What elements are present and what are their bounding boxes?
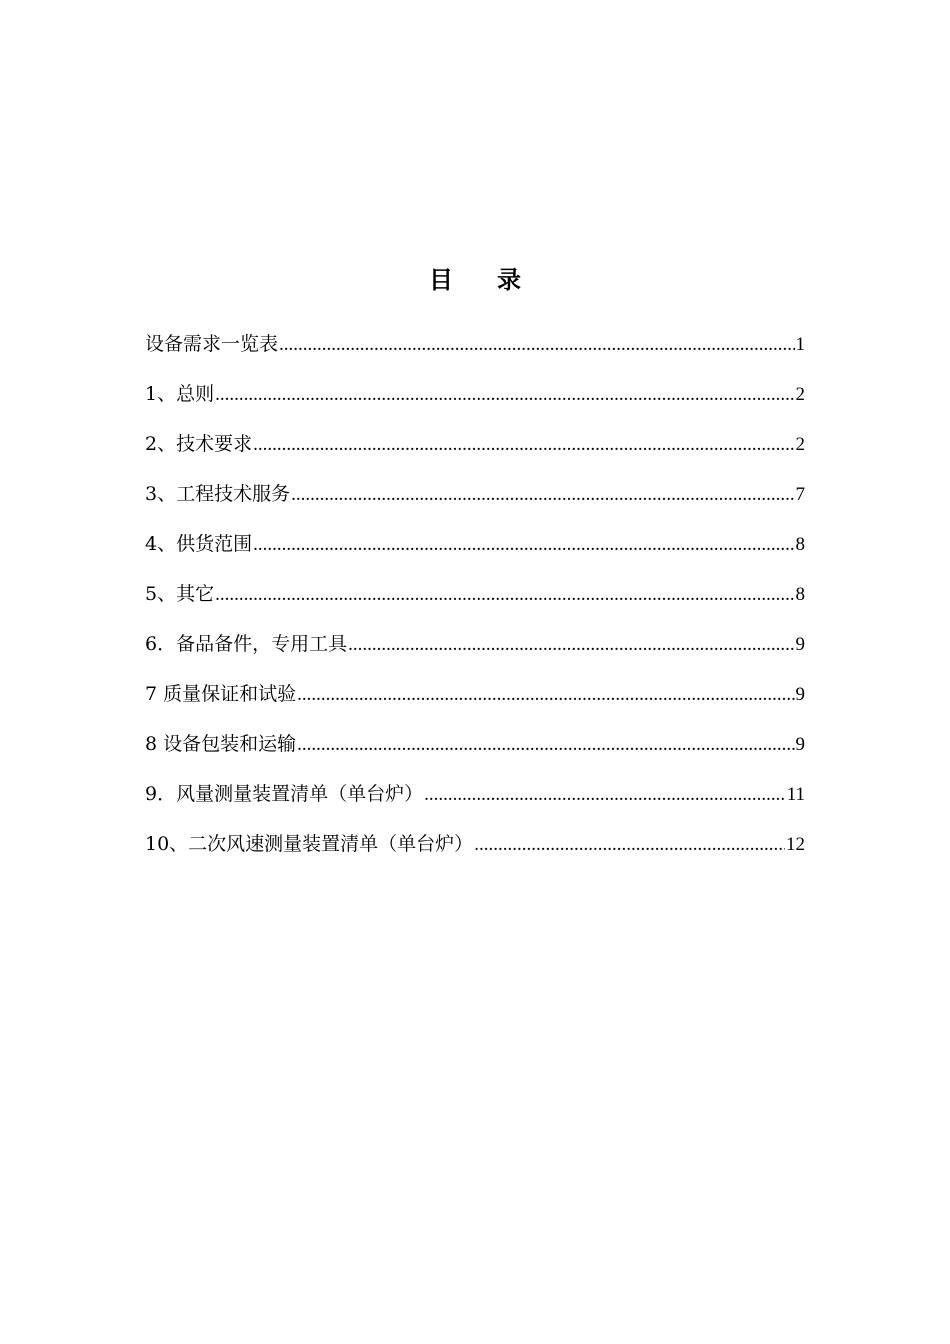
toc-entry[interactable]	[145, 326, 805, 376]
toc-entry-page-number: 2	[795, 384, 805, 405]
toc-entry-label: 4、供货范围	[145, 533, 253, 555]
toc-entry-page-number: 2	[795, 434, 805, 455]
toc-dot-leader	[348, 627, 794, 663]
toc-entry-page-number: 7	[795, 484, 805, 505]
toc-entry-label: 6．备品备件，专用工具	[145, 633, 348, 655]
toc-entry[interactable]	[145, 776, 805, 826]
toc-entry[interactable]	[145, 726, 805, 776]
toc-entry[interactable]	[145, 476, 805, 526]
toc-entry[interactable]	[145, 576, 805, 626]
toc-dot-leader	[215, 577, 794, 613]
toc-dot-leader	[424, 777, 786, 813]
toc-entry-label: 9．风量测量装置清单（单台炉）	[145, 783, 424, 805]
toc-entry-label: 10、二次风速测量装置清单（单台炉）	[145, 833, 474, 855]
toc-dot-leader	[474, 827, 785, 863]
toc-entry-page-number: 1	[795, 334, 805, 355]
toc-entry-page-number: 12	[786, 834, 805, 855]
toc-entry[interactable]	[145, 626, 805, 676]
toc-entry-label: 7 质量保证和试验	[145, 683, 297, 705]
toc-dot-leader	[291, 477, 794, 513]
toc-dot-leader	[215, 377, 794, 413]
toc-entry-label: 5、其它	[145, 583, 215, 605]
toc-entry-page-number: 9	[795, 684, 805, 705]
toc-entry-page-number: 9	[795, 734, 805, 755]
toc-entry[interactable]	[145, 676, 805, 726]
toc-entry[interactable]	[145, 426, 805, 476]
toc-entry-page-number: 11	[786, 784, 805, 805]
toc-dot-leader	[253, 527, 794, 563]
toc-entry-label: 3、工程技术服务	[145, 483, 291, 505]
toc-dot-leader	[253, 427, 794, 463]
toc-entry[interactable]	[145, 526, 805, 576]
toc-entry-label: 1、总则	[145, 383, 215, 405]
toc-entry[interactable]	[145, 826, 805, 876]
toc-entry-label: 设备需求一览表	[145, 333, 279, 355]
table-of-contents	[145, 326, 805, 876]
toc-dot-leader	[279, 327, 794, 363]
toc-dot-leader	[297, 677, 794, 713]
toc-entry-label: 8 设备包装和运输	[145, 733, 297, 755]
toc-title: 目录	[429, 265, 565, 294]
toc-entry-page-number: 8	[795, 584, 805, 605]
toc-entry[interactable]	[145, 376, 805, 426]
toc-dot-leader	[297, 727, 794, 763]
toc-entry-page-number: 9	[795, 634, 805, 655]
toc-entry-label: 2、技术要求	[145, 433, 253, 455]
toc-entry-page-number: 8	[795, 534, 805, 555]
